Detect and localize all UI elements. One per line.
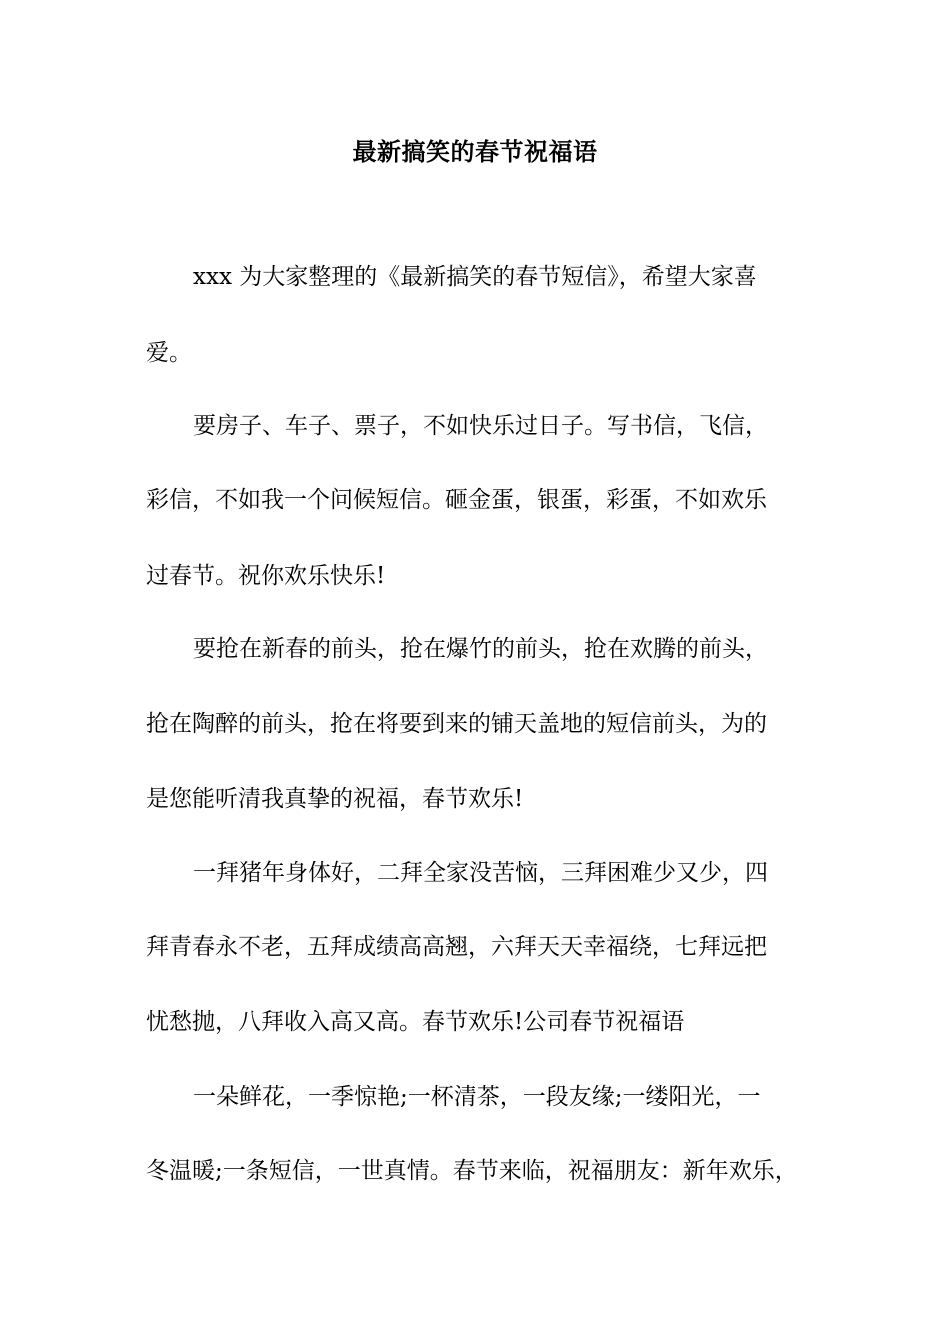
paragraph-line: xxx 为大家整理的《最新搞笑的春节短信》，希望大家喜 bbox=[193, 264, 757, 290]
paragraph-line: 要抢在新春的前头，抢在爆竹的前头，抢在欢腾的前头， bbox=[193, 636, 768, 662]
paragraph-line: 爱。 bbox=[146, 340, 192, 366]
document-title: 最新搞笑的春节祝福语 bbox=[352, 138, 598, 166]
paragraph-line: 是您能听清我真挚的祝福，春节欢乐! bbox=[146, 786, 524, 812]
paragraph-line: 抢在陶醉的前头，抢在将要到来的铺天盖地的短信前头，为的 bbox=[146, 711, 767, 737]
paragraph-line: 一朵鲜花，一季惊艳;一杯清茶，一段友缘;一缕阳光，一 bbox=[193, 1084, 761, 1110]
paragraph-line: 拜青春永不老，五拜成绩高高翘，六拜天天幸福绕，七拜远把 bbox=[146, 934, 767, 960]
paragraph-line: 彩信，不如我一个问候短信。砸金蛋，银蛋，彩蛋，不如欢乐 bbox=[146, 487, 767, 513]
paragraph-line: 要房子、车子、票子，不如快乐过日子。写书信，飞信， bbox=[193, 413, 768, 439]
paragraph-line: 忧愁抛，八拜收入高又高。春节欢乐!公司春节祝福语 bbox=[146, 1009, 685, 1035]
paragraph-line: 冬温暖;一条短信，一世真情。春节来临，祝福朋友：新年欢乐， bbox=[146, 1158, 798, 1184]
paragraph-line: 过春节。祝你欢乐快乐! bbox=[146, 563, 386, 589]
paragraph-line: 一拜猪年身体好，二拜全家没苦恼，三拜困难少又少，四 bbox=[193, 860, 768, 886]
